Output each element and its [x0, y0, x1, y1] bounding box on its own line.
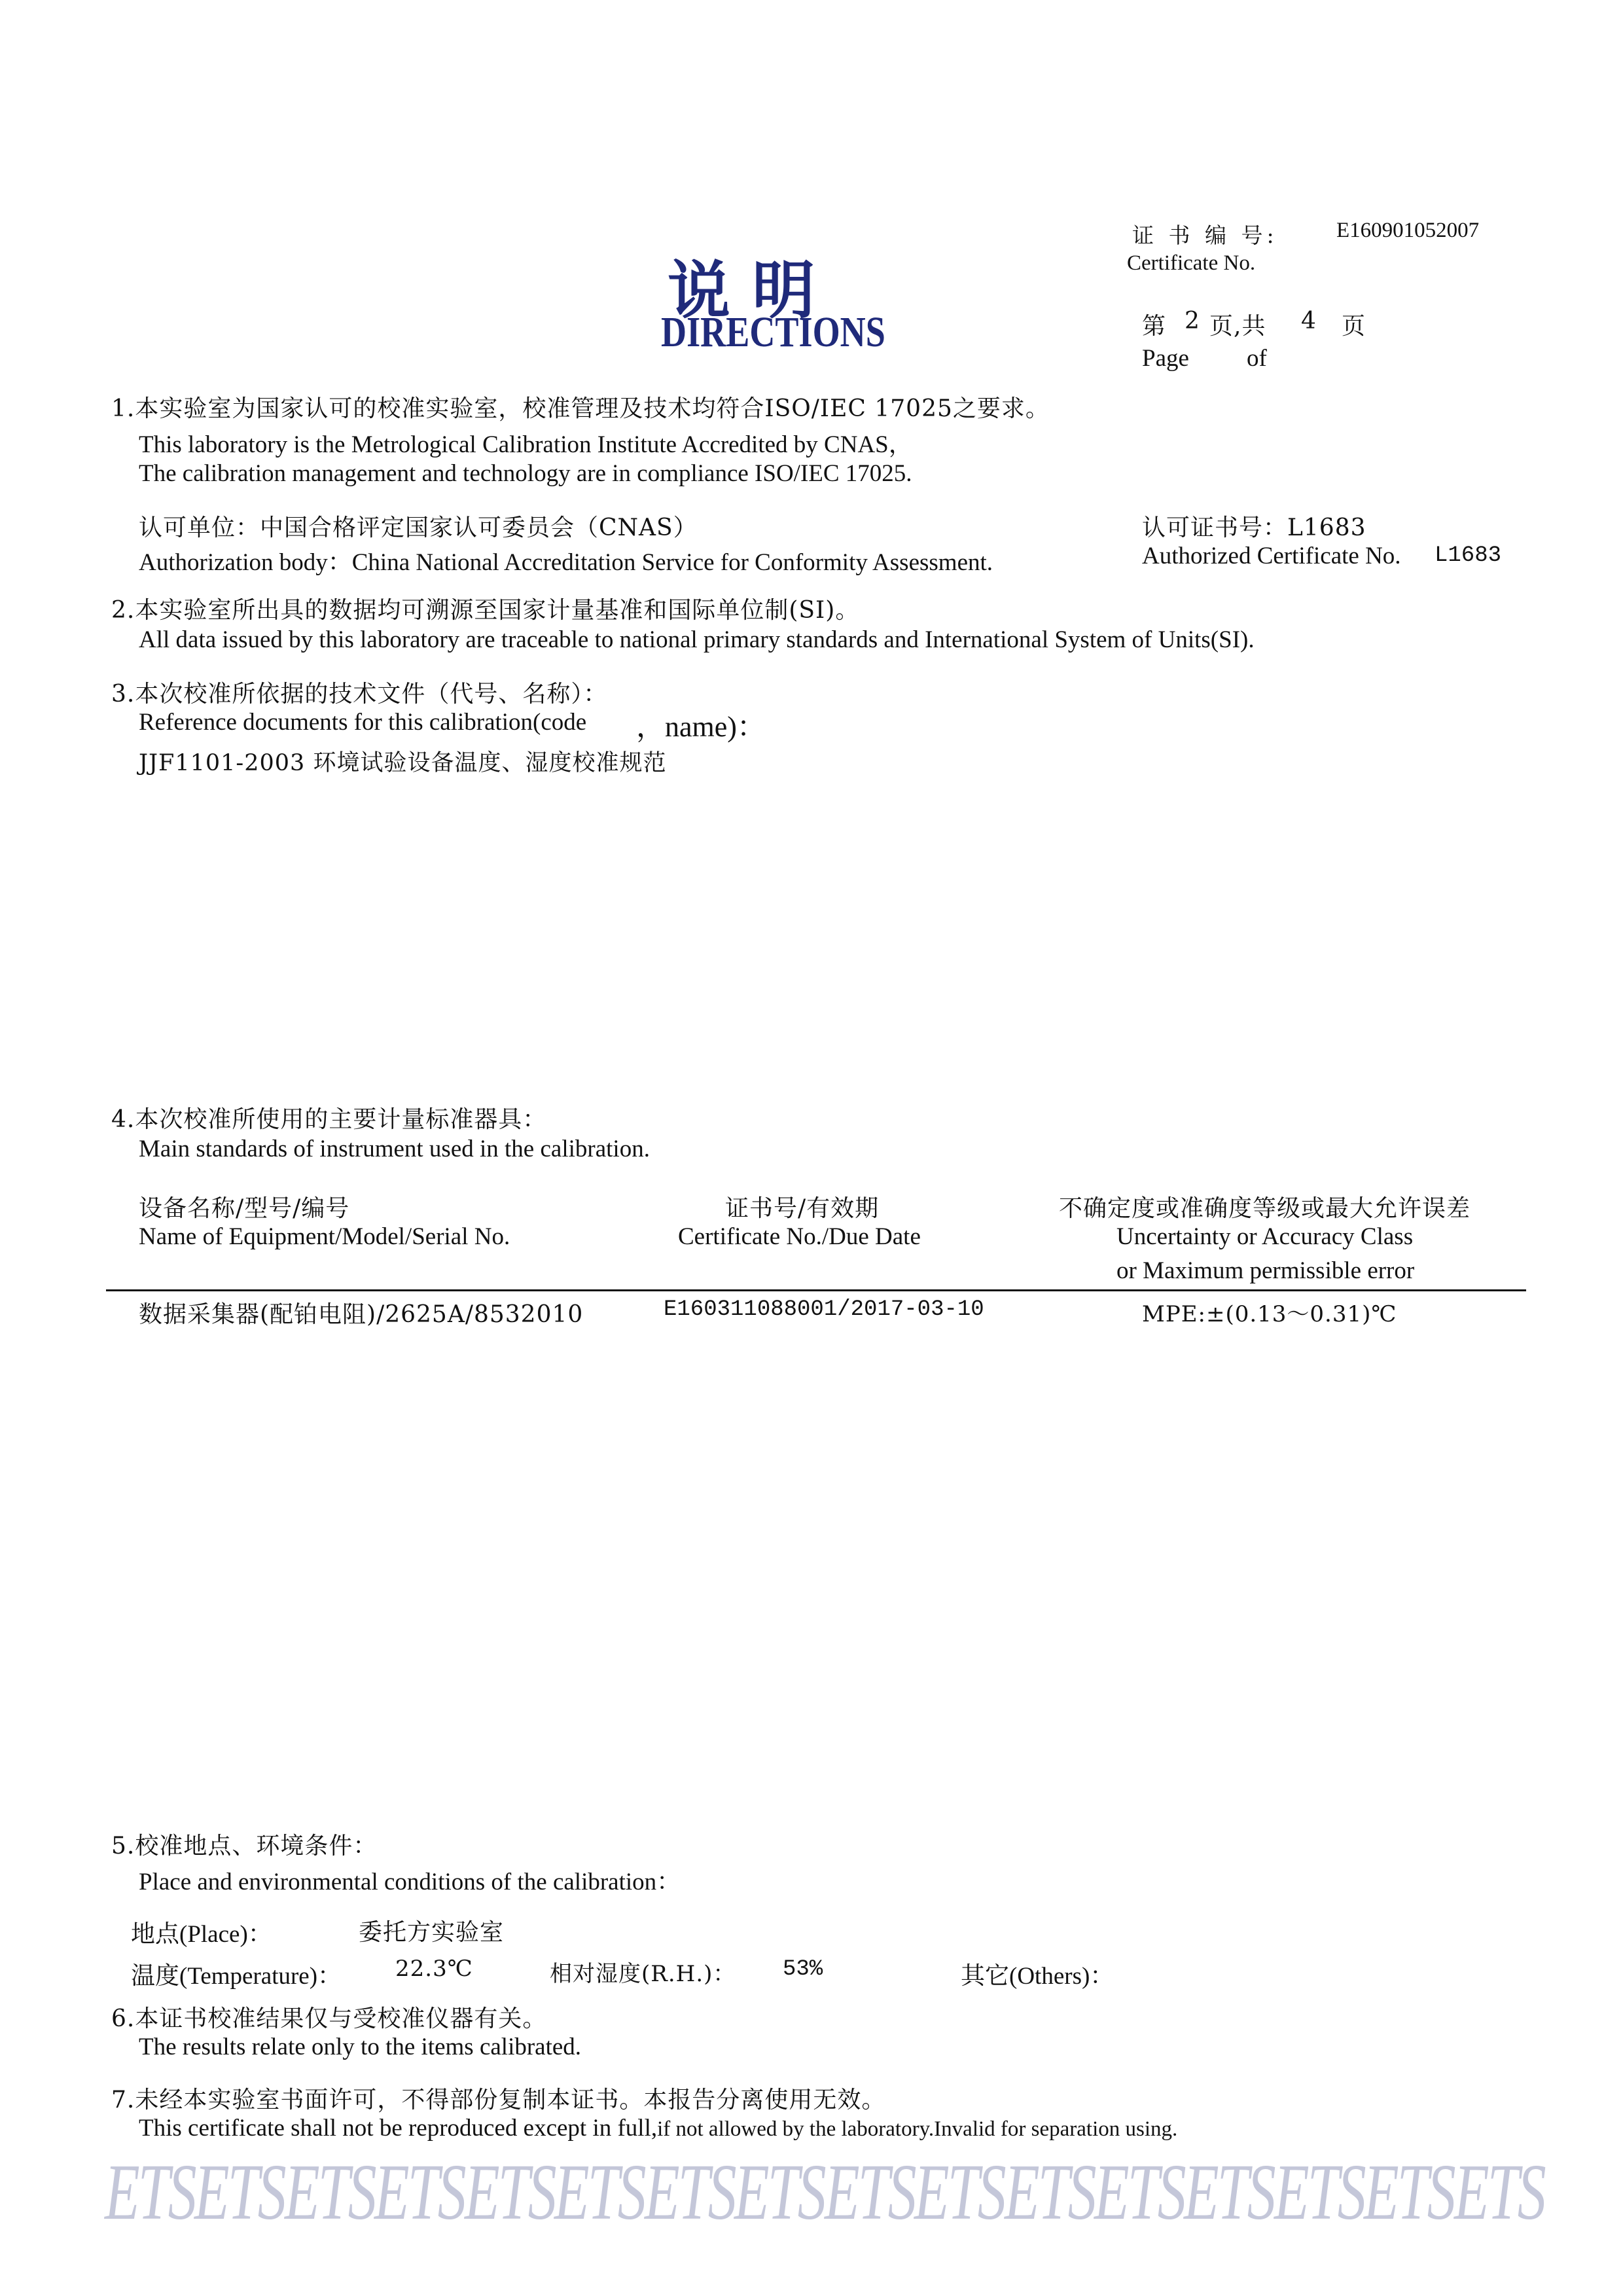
- watermark-ets-logo: ETS: [1004, 2148, 1095, 2236]
- others-label: 其它(Others)：: [961, 1963, 1115, 1990]
- watermark-ets-logo: ETS: [1274, 2148, 1364, 2236]
- page-label-cn-1: 第: [1142, 313, 1167, 340]
- table-header-uncertainty-cn: 不确定度或准确度等级或最大允许误差: [1059, 1195, 1471, 1222]
- watermark-ets-logo: ETS: [284, 2148, 375, 2236]
- section-5-cn: 5.校准地点、环境条件：: [111, 1833, 378, 1859]
- table-header-cert-en: Certificate No./Due Date: [678, 1223, 921, 1250]
- humidity-value: 53%: [783, 1957, 823, 1982]
- place-value: 委托方实验室: [359, 1919, 505, 1946]
- section-3-en-b: ，name)：: [636, 711, 766, 743]
- watermark-ets-logo: ETS: [1454, 2148, 1544, 2236]
- humidity-label: 相对湿度(R.H.)：: [550, 1961, 736, 1987]
- watermark-ets-logo: ETS: [1364, 2148, 1455, 2236]
- temperature-label: 温度(Temperature)：: [131, 1963, 342, 1990]
- authorized-cert-no-cn: 认可证书号：L1683: [1142, 514, 1366, 541]
- authorization-body-cn: 认可单位：中国合格评定国家认可委员会（CNAS）: [139, 514, 698, 541]
- section-6-en: The results relate only to the items calibrated.: [139, 2034, 582, 2060]
- temperature-value: 22.3℃: [395, 1956, 473, 1982]
- page-current: 2: [1185, 308, 1200, 334]
- table-header-uncertainty-en-1: Uncertainty or Accuracy Class: [1116, 1223, 1414, 1250]
- section-7-cn: 7.未经本实验室书面许可，不得部份复制本证书。本报告分离使用无效。: [111, 2087, 886, 2113]
- page-total: 4: [1301, 308, 1317, 334]
- page-title-cn: 说 明: [668, 253, 815, 327]
- page-of-label-en: of: [1247, 345, 1267, 372]
- authorized-cert-no-en-value: L1683: [1435, 543, 1502, 568]
- table-header-equipment-cn: 设备名称/型号/编号: [139, 1195, 350, 1222]
- watermark-ets-logo: ETS: [644, 2148, 735, 2236]
- section-4-en: Main standards of instrument used in the calibration.: [139, 1136, 650, 1162]
- watermark-ets-logo: ETS: [1184, 2148, 1275, 2236]
- page-label-en: Page: [1142, 345, 1189, 372]
- table-header-cert-cn: 证书号/有效期: [725, 1195, 880, 1222]
- watermark-ets-logo: ETS: [824, 2148, 915, 2236]
- reference-document: JJF1101-2003 环境试验设备温度、湿度校准规范: [139, 750, 667, 776]
- page-title-en: DIRECTIONS: [661, 308, 885, 356]
- watermark-ets-logo: ETS: [105, 2148, 195, 2236]
- watermark-ets-logo: ETS: [914, 2148, 1005, 2236]
- table-cell-cert: E160311088001/2017-03-10: [664, 1297, 984, 1322]
- section-7-en-a: This certificate shall not be reproduced except in full,: [139, 2115, 658, 2142]
- page-label-cn-3: 页: [1342, 313, 1366, 340]
- cert-no-value: E160901052007: [1336, 219, 1480, 242]
- section-6-cn: 6.本证书校准结果仅与受校准仪器有关。: [111, 2005, 547, 2032]
- table-cell-equipment: 数据采集器(配铂电阻)/2625A/8532010: [139, 1301, 584, 1328]
- place-label: 地点(Place)：: [131, 1921, 272, 1948]
- section-1-en-1: This laboratory is the Metrological Calibration Institute Accredited by CNAS，: [139, 431, 913, 458]
- table-header-uncertainty-en-2: or Maximum permissible error: [1116, 1257, 1415, 1284]
- cert-no-label-cn: 证 书 编 号:: [1132, 223, 1278, 248]
- authorized-cert-no-en-label: Authorized Certificate No.: [1142, 543, 1401, 569]
- section-5-en: Place and environmental conditions of the calibration：: [139, 1869, 681, 1895]
- watermark-ets-logo: ETS: [554, 2148, 645, 2236]
- table-header-equipment-en: Name of Equipment/Model/Serial No.: [139, 1223, 510, 1250]
- table-header-rule: [106, 1289, 1526, 1291]
- watermark-strip: [105, 2147, 1544, 2238]
- watermark-ets-logo: ETS: [1094, 2148, 1185, 2236]
- authorization-body-en: Authorization body：China National Accreditation Service for Conformity Assessment.: [139, 549, 993, 576]
- watermark-ets-logo: ETS: [464, 2148, 555, 2236]
- section-7-en-b: if not allowed by the laboratory.Invalid for separation using.: [657, 2117, 1178, 2141]
- watermark-ets-logo: ETS: [374, 2148, 465, 2236]
- watermark-ets-logo: ETS: [734, 2148, 825, 2236]
- section-7-en: [139, 2114, 1177, 2142]
- section-3-en-a: Reference documents for this calibration(code: [139, 709, 587, 736]
- watermark-ets-logo: ETS: [194, 2148, 285, 2236]
- table-cell-mpe: MPE:±(0.13～0.31)℃: [1142, 1301, 1397, 1327]
- section-2-cn: 2.本实验室所出具的数据均可溯源至国家计量基准和国际单位制(SI)。: [111, 597, 860, 624]
- section-2-en: All data issued by this laboratory are traceable to national primary standards and International System of Units(SI).: [139, 626, 1255, 653]
- section-3-cn: 3.本次校准所依据的技术文件（代号、名称）：: [111, 681, 608, 708]
- section-4-cn: 4.本次校准所使用的主要计量标准器具：: [111, 1106, 547, 1133]
- section-1-en-2: The calibration management and technology are in compliance ISO/IEC 17025.: [139, 460, 912, 487]
- section-1-cn: 1.本实验室为国家认可的校准实验室，校准管理及技术均符合ISO/IEC 17025之要求。: [111, 395, 1050, 422]
- page-label-cn-2: 页,共: [1209, 313, 1266, 340]
- cert-no-label-en: Certificate No.: [1127, 251, 1256, 275]
